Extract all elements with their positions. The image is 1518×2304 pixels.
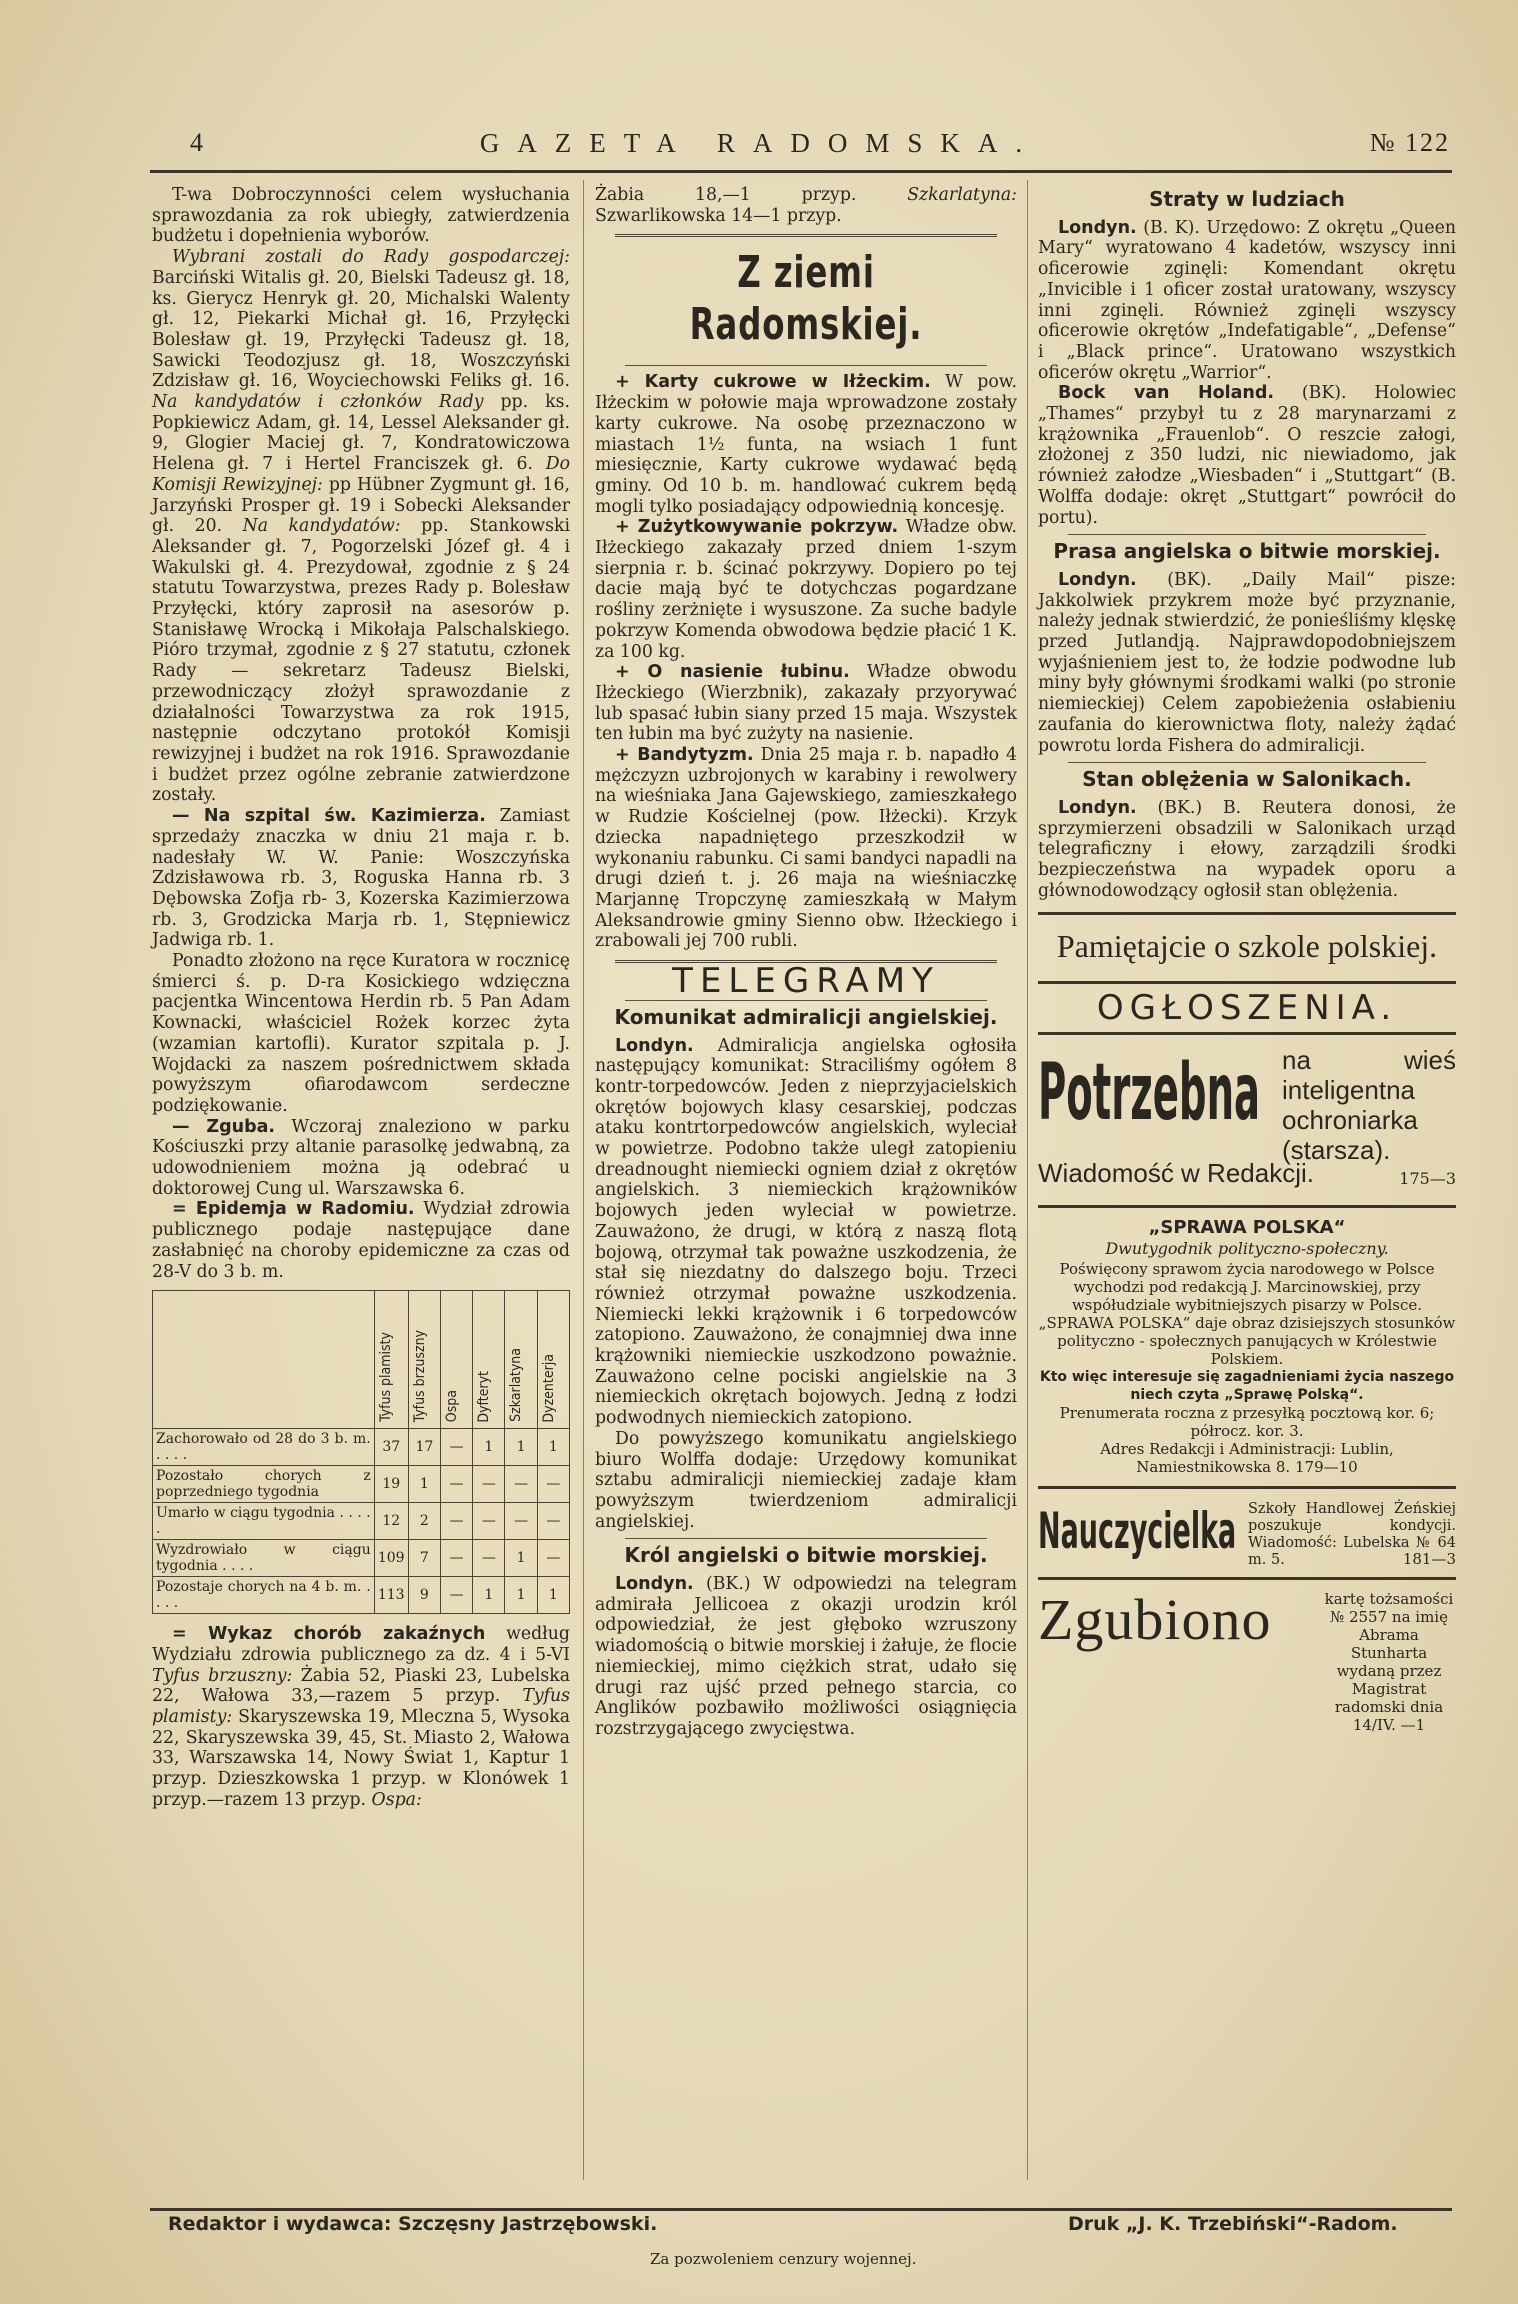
footer-censorship: Za pozwoleniem cenzury wojennej. — [650, 2250, 917, 2268]
ad-text: Szkoły Handlowej Żeńskiej poszukuje kondycji. Wiadomość: Lubelska № 64 m. 5. — [1248, 1500, 1456, 1568]
page-header — [150, 128, 1450, 164]
divider — [1038, 1032, 1456, 1035]
paragraph: = Wykaz chorób zakaźnych według Wydziału zdrowia publicznego za dz. 4 i 5-VI Tyfus brzuszny: Żabia 52, Piaski 23, Lubelska 22, Wałowa 33,—razem 5 przyp. Tyfus plamisty: Skaryszewska 19, Mleczna 5, Wysoka 22, Skaryszewska 39, 45, St. Miasto 2, Wałowa 33, Warszawska 14, Nowy Świat 1, Kaptur 1 przyp. Dzieszkowska 1 przyp. w Klonówek 1 przyp.—razem 13 przyp. Ospa: — [152, 1624, 570, 1810]
divider — [1038, 1577, 1456, 1580]
table-row: Zachorowało od 28 do 3 b. m. . . . . 37 17 — 1 1 1 — [153, 1429, 570, 1466]
table-header: Dyfteryt — [476, 1370, 493, 1423]
paragraph: Londyn. (BK.) B. Reutera donosi, że sprzymierzeni obsadzili w Salonikach urząd telegraficzny i ełowy, zarządzili środki bezpieczeństwa na wypadek oporu a głównodowodzący ogłosił stan oblężenia. — [1038, 797, 1456, 901]
paragraph: = Epidemja w Radomiu. Wydział zdrowia publicznego podaje następujące dane zasłabnięć na choroby epidemiczne za czas od 28-V do 3 b. m. — [152, 1199, 570, 1282]
paragraph: + Bandytyzm. Dnia 25 maja r. b. napadło 4 mężczyzn uzbrojonych w karabiny i rewolwery na wieśniaka Jana Gajewskiego, zamieszkałego w Rudzie Kościelnej (pow. Iłżecki). Krzyk dziecka napadniętego przeszkodził w wykonaniu rabunku. Ci sami bandyci napadli na drugi dzień t. j. 26 maja na wieśniaczkę Marjannę Tropczynę zamieszkałą w Małym Aleksandrowie gminy Sienno obw. Iłżeckiego i zrabowali jej 700 rubli. — [595, 745, 1018, 952]
ad-nauczycielka — [1038, 1499, 1456, 1567]
divider — [625, 365, 987, 366]
school-slogan: Pamiętajcie o szkole polskiej. — [1056, 927, 1438, 964]
table-row: Wyzdrowiało w ciągu tygodnia . . . . 109 7 — — 1 — — [153, 1540, 570, 1577]
section-title: — Zguba. — [172, 1116, 276, 1137]
section-headline: Z ziemi Radomskiej. — [689, 247, 923, 351]
divider — [1038, 1205, 1456, 1208]
epidemic-table — [152, 1290, 570, 1614]
ad-text: na wieś inteligentna ochroniarka (starsza). — [1282, 1045, 1456, 1166]
section-title: — Na szpital św. Kazimierza. — [172, 806, 486, 827]
section-title: + Karty cukrowe w Iłżeckim. — [615, 372, 931, 393]
ad-text: Prenumerata roczna z przesyłką pocztową kor. 6; półrocz. kor. 3. — [1059, 1403, 1435, 1440]
ad-headline: Potrzebna — [1038, 1048, 1261, 1139]
paragraph: + O nasienie łubinu. Władze obwodu Iłżeckiego (Wierzbnik), zakazały przyorywać lub spasać łubin siany przed 15 maja. Wszystek ten łubin ma być zużyty na nasienie. — [595, 662, 1017, 745]
section-title: + O nasienie łubinu. — [615, 662, 850, 683]
divider — [1068, 534, 1426, 535]
ad-zgubiono — [1038, 1586, 1456, 1734]
ad-text: Kto więc interesuje się zagadnieniami życia naszego niech czyta „Sprawę Polską“. — [1039, 1368, 1455, 1403]
ad-code: 181—3 — [1402, 1549, 1456, 1568]
ad-potrzebna — [1038, 1045, 1456, 1195]
table-header: Dyzenterja — [540, 1353, 557, 1423]
footer-rule — [150, 2208, 1452, 2211]
telegrams-heading: TELEGRAMY — [672, 961, 940, 1002]
column-1 — [152, 185, 570, 1811]
article-title: Straty w ludziach — [1149, 187, 1345, 211]
ads-heading: OGŁOSZENIA. — [1096, 987, 1398, 1028]
footer-editor: Redaktor i wydawca: Szczęsny Jastrzębowski. — [168, 2213, 658, 2235]
ad-title: „SPRAWA POLSKA“ — [1148, 1217, 1346, 1239]
paragraph: Bock van Holand. (BK). Holowiec „Thames“ przybył tu z 28 marynarzami z krążownika „Frauenlob“. O reszcie załogi, złożonej z 350 ludzi, nic niewiadomo, jak również załodze „Wiesbaden“ i „Stuttgart“ (B. Wolffa dodaje: okręt „Stuttgart“ powrócił do portu). — [1038, 383, 1456, 528]
ad-code: 175—3 — [1399, 1169, 1456, 1189]
page-number: 4 — [190, 128, 205, 157]
paragraph: Do powyższego komunikatu angielskiego biuro Wolffa dodaje: Urzędowy komunikat sztabu admiralicji niemieckiej zadaje kłam powyższym twierdzeniom admiralicji angielskiej. — [595, 1428, 1017, 1532]
ad-headline: Nauczycielka — [1038, 1501, 1237, 1560]
section-title: + Bandytyzm. — [615, 745, 754, 766]
column-2 — [595, 185, 1017, 1740]
section-title: = Wykaz chorób zakaźnych — [172, 1624, 486, 1645]
paragraph: Londyn. (BK). „Daily Mail“ pisze: Jakkolwiek przykrem może być przyznanie, należy jednak stwierdzić, że ponieśliśmy klęskę przed Jutlandją. Najprawdopodobniejszem wyjaśnieniem jest to, że łodzie podwodne lub miny były głównymi środkami walki (po stronie niemieckiej) Celem zapobieżenia osłabieniu zaufania do kierownictwa floty, należy żądać powrotu lorda Fishera do admiralicji. — [1038, 569, 1456, 756]
article-title: Komunikat admiralicji angielskiej. — [614, 1004, 998, 1029]
footer-printer: Druk „J. K. Trzebiński“-Radom. — [1068, 2213, 1398, 2235]
issue-number: № 122 — [1369, 128, 1450, 157]
column-3 — [1038, 185, 1457, 1734]
table-row: Pozostaje chorych na 4 b. m. . . . . 113 9 — 1 1 1 — [153, 1577, 570, 1614]
paragraph: — Zguba. Wczoraj znaleziono w parku Kościuszki przy altanie parasolkę jedwabną, za udowodnieniem można ją odebrać u doktorowej Cung ul. Warszawska 6. — [152, 1116, 570, 1199]
masthead-title: GAZETA RADOMSKA. — [479, 128, 1041, 158]
article-title: Król angielski o bitwie morskiej. — [624, 1543, 988, 1568]
paragraph: Wybrani zostali do Rady gospodarczej: Barciński Witalis gł. 20, Bielski Tadeusz gł. 18, ks. Gierycz Henryk gł. 20, Michalski Walenty gł. 12, Piekarki Michał gł. 16, Przyłęcki Bolesław gł. 19, Przyłęcki Tadeusz gł. 18, Sawicki Teodozjusz gł. 18, Woszczyński Zdzisław gł. 16, Woyciechowski Feliks gł. 16. Na kandydatów i członków Rady pp. ks. Popkiewicz Adam, gł. 14, Lessel Aleksander gł. 9, Glogier Maciej gł. 7, Kondratowiczowa Helena gł. 7 i Hertel Franciszek gł. 6. Do Komisji Rewizyjnej: pp Hübner Zygmunt gł. 16, Jarzyński Prosper gł. 19 i Sobecki Aleksander gł. 20. Na kandydatów: pp. Stankowski Aleksander gł. 7, Pogorzelski Józef gł. 4 i Wakulski gł. 4. Prezydował, zgodnie z § 24 statutu Towarzystwa, prezes Rady p. Bolesław Przyłęcki, który zaprosił na asesorów p. Stanisławę Wrocką i Mikołaja Palschalskiego. Pióro trzymał, zgodnie z § 27 statutu, członek Rady — sekretarz Tadeusz Bielski, przewodniczący złożył sprawozdanie z działalności Towarzystwa za rok 1915, następnie odczytano protokół Komisji rewizyjnej i budżet na rok 1916. Sprawozdanie i budżet przez ogólne zebranie zatwierdzone zostały. — [152, 247, 570, 806]
divider — [625, 1538, 987, 1539]
paragraph: Ponadto złożono na ręce Kuratora w rocznicę śmierci ś. p. D-ra Kosickiego wdzięczna pacjentka Wincentowa Herdin rb. 5 Pan Adam Kownacki, właściciel Rożek korzec żyta (wzamian kartofli). Kurator szpitala p. J. Wojdacki za naszem pośrednictwem składa powyższym ofiarodawcom serdeczne podziękowanie. — [152, 951, 570, 1116]
table-header: Tyfus brzuszny — [411, 1329, 428, 1423]
divider — [1038, 981, 1456, 984]
paragraph: Londyn. (B. K). Urzędowo: Z okrętu „Queen Mary“ wyratowano 4 kadetów, wszyscy inni oficerowie zginęli: Komendant okrętu „Invicible i 1 oficer został uratowany, wszyscy inni zginęli. Również zginęli wszyscy oficerowie okrętów „Indefatigable“, „Defense“ i „Black prince“. Uratowano wszystkich oficerów okrętu „Warrior“. — [1038, 217, 1457, 383]
table-header: Ospa — [443, 1390, 460, 1423]
ad-subtitle: Dwutygodnik polityczno-społeczny. — [1105, 1238, 1389, 1258]
paragraph: — Na szpital św. Kazimierza. Zamiast sprzedaży znaczka w dniu 21 maja r. b. nadesłały W. W. Panie: Woszczyńska Zdzisławowa rb. 3, Roguska Hanna rb. 3 Dębowska Zofja rb- 3, Kozerska Kazimierzowa rb. 3, Grodzicka Marja rb. 1, Stępniewicz Jadwiga rb. 1. — [152, 806, 570, 951]
section-title: = Epidemja w Radomiu. — [172, 1199, 415, 1220]
ad-headline: Zgubiono — [1038, 1586, 1272, 1652]
paragraph: + Karty cukrowe w Iłżeckim. W pow. Iłżeckim w połowie maja wprowadzone zostały karty cukrowe. Na osobę przeznaczono w miastach 1½ funta, na wsiach 1 funt miesięcznie, Karty cukrowe wydawać będą gminy. Od 10 b. m. handlować cukrem będą mogli tylko posiadający odpowiednią koncesję. — [595, 372, 1017, 517]
divider — [1068, 762, 1426, 763]
table-row: Umarło w ciągu tygodnia . . . . . 12 2 — — — — — [153, 1503, 570, 1540]
ad-text: Wiadomość w Redakcji. — [1038, 1158, 1314, 1189]
paragraph: T-wa Dobroczynności celem wysłuchania sprawozdania za rok ubiegły, zatwierdzenia budżetu i dopełnienia wyborów. — [152, 185, 570, 247]
column-divider — [583, 180, 584, 2180]
divider — [615, 234, 997, 237]
ad-text: Poświęcony sprawom życia narodowego w Polsce wychodzi pod redakcją J. Marcinowskiej, przy współudziale wybitniejszych pisarzy w Polsce. „SPRAWA POLSKA“ daje obraz dzisiejszych stosunków polityczno - społecznych panujących w Królestwie Polskiem. — [1038, 1259, 1456, 1368]
article-title: Prasa angielska o bitwie morskiej. — [1053, 539, 1441, 564]
paragraph: Żabia 18,—1 przyp. Szkarlatyna: Szwarlikowska 14—1 przyp. — [595, 185, 1017, 226]
table-header: Szkarlatyna — [508, 1348, 525, 1423]
ad-text: Adres Redakcji i Administracji: Lublin, Namiestnikowska 8. 179—10 — [1100, 1439, 1394, 1476]
paragraph: Londyn. (BK.) W odpowiedzi na telegram admirała Jellicoea z okazji urodzin król odpowiedział, że jest głęboko wzruszony wiadomością o bitwie morskiej i żałuje, że flocie niemieckiej, mimo ciężkich strat, udało się drugi raz ujść przed pełnego starcia, co Anglików pozbawiło możliwości osiągnięcia rozstrzygającego zwycięstwa. — [595, 1574, 1017, 1739]
column-divider — [1027, 180, 1028, 2180]
divider — [1038, 1486, 1456, 1489]
table-row: Pozostało chorych z poprzedniego tygodnia 19 1 — — — — — [153, 1466, 570, 1503]
divider — [1038, 912, 1456, 915]
table-header: Tyfus plamisty — [377, 1332, 394, 1423]
paragraph: + Zużytkowywanie pokrzyw. Władze obw. Iłżeckiego zakazały przed dniem 1-szym sierpnia r. b. ścinać pokrzywy. Dopiero po tej dacie mają być te dotychczas pogardzane rośliny zerżnięte i wysuszone. Za suche badyle pokrzyw Komenda obwodowa będzie płacić 1 K. za 100 kg. — [595, 517, 1017, 662]
section-title: + Zużytkowywanie pokrzyw. — [615, 517, 899, 538]
paragraph: Londyn. Admiralicja angielska ogłosiła następujący komunikat: Straciliśmy ogółem 8 kontr-torpedowców. Jeden z nieprzyjacielskich okrętów bojowych klasy cesarskiej, podczas ataku kontrtorpedowców angielskich, wyleciał w powietrze. Podobno także uległ zatopieniu dreadnought niemiecki ogniem dział z okrętów angielskich. 3 niemieckich krążowników bojowych jeden wyleciał w powietrze. Zauważono, że drugi, w którą z naszą flotą bojową, otrzymał tak poważne uszkodzenia, że stał się niezdatny do dalszego boju. Trzeci również otrzymał poważne uszkodzenia. Niemiecki lekki krążownik i 6 torpedowców zatopiono. Zauważono, że conajmniej dwa inne krążowniki niemieckie uszkodzono poważnie. Zauważono celne pociski angielskie na 3 niemieckich okrętach bojowych. Jedną z łodzi podwodnych niemieckich zatopiono. — [595, 1035, 1017, 1429]
ad-text: kartę tożsamości № 2557 na imię Abrama Stunharta wydaną przez Magistrat radomski dnia 14/IV. —1 — [1324, 1589, 1454, 1734]
article-title: Stan oblężenia w Salonikach. — [1082, 767, 1412, 792]
header-rule — [150, 170, 1452, 173]
